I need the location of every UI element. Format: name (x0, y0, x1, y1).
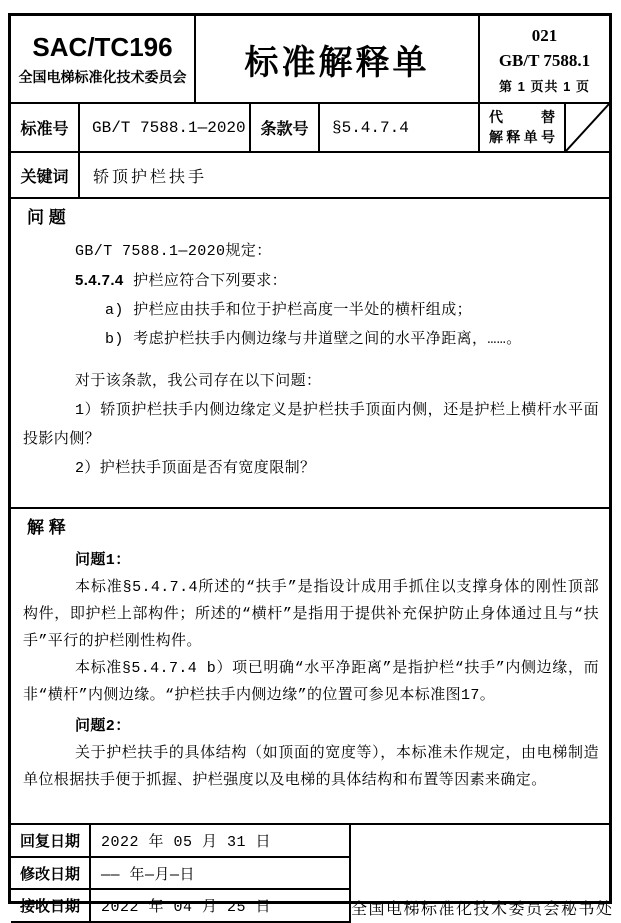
meta-row (11, 104, 609, 153)
page-count: 第 1 页共 1 页 (499, 79, 590, 94)
question-item-a: a) 护栏应由扶手和位于护栏高度一半处的横杆组成； (105, 302, 473, 319)
org-code: SAC/TC196 (32, 31, 173, 62)
interpretation-q2-para1: 关于护栏扶手的具体结构（如顶面的宽度等），本标准未作规定，由电梯制造单位根据扶手便于抓握、护栏强度以及电梯的具体结构和布置等因素来确定。 (23, 745, 599, 789)
clause-number-value: §5.4.7.4 (320, 104, 480, 151)
question-clause-line (23, 266, 599, 296)
interpretation-sheet-table (8, 13, 614, 918)
title-cell (196, 16, 480, 102)
org-name: 全国电梯标准化技术委员会 (18, 68, 187, 85)
question-section (11, 199, 609, 509)
replaced-sheet-label-line2: 解释单号 (489, 129, 555, 145)
footer-table (11, 825, 614, 918)
question-item-1: 1）轿顶护栏扶手内侧边缘定义是护栏扶手顶面内侧，还是护栏上横杆水平面投影内侧？ (23, 402, 599, 448)
revision-date-value: —— 年—月—日 (91, 858, 351, 890)
interpretation-q1-para2: 本标准§5.4.7.4 b）项已明确“水平净距离”是指护栏“扶手”内侧边缘，而非“横杆”内侧边缘。“护栏扶手内侧边缘”的位置可参见本标准图17。 (23, 660, 599, 704)
question-body (23, 237, 599, 483)
interpretation-heading: 解 释 (27, 518, 66, 537)
question-heading: 问 题 (27, 208, 66, 227)
receipt-date-label: 接收日期 (11, 890, 91, 923)
header-row (11, 16, 609, 104)
interpretation-section (11, 509, 609, 825)
question-item-2: 2）护栏扶手顶面是否有宽度限制？ (75, 460, 316, 477)
keyword-value: 轿顶护栏扶手 (93, 168, 208, 186)
question-clause-text: 护栏应符合下列要求： (123, 273, 288, 290)
interpretation-body (23, 547, 599, 794)
replaced-sheet-label (480, 104, 566, 151)
revision-date-label: 修改日期 (11, 858, 91, 890)
question-clause-number: 5.4.7.4 (75, 272, 124, 289)
doc-number: 021 (531, 26, 558, 45)
doc-info-cell (480, 16, 609, 102)
replaced-sheet-empty-cell (566, 104, 609, 151)
receipt-date-value: 2022 年 04 月 25 日 (91, 890, 351, 923)
question-company-intro: 对于该条款，我公司存在以下问题： (75, 373, 322, 390)
interpretation-q1-label: 问题1： (75, 552, 131, 569)
interpretation-q1-para1: 本标准§5.4.7.4所述的“扶手”是指设计成用手抓住以支撑身体的刚性顶部构件，即护栏上部构件；所述的“横杆”是指用于提供补充保护防止身体通过且与“扶手”平行的护栏刚性构件。 (23, 579, 599, 650)
keyword-row (11, 153, 609, 199)
clause-number-label: 条款号 (251, 104, 320, 151)
org-cell (11, 16, 196, 102)
replaced-sheet-label-line1: 代 替 (489, 109, 555, 125)
reply-date-label: 回复日期 (11, 825, 91, 858)
question-intro: GB/T 7588.1—2020规定： (75, 243, 272, 260)
keyword-label: 关键词 (11, 153, 80, 197)
question-item-b: b) 考虑护栏扶手内侧边缘与井道壁之间的水平净距离，……。 (105, 331, 522, 348)
secretariat-signature: 全国电梯标准化技术委员会秘书处 (351, 901, 614, 918)
standard-number-value: GB/T 7588.1—2020 (80, 104, 251, 151)
doc-standard: GB/T 7588.1 (498, 51, 591, 70)
diagonal-slash-icon (566, 104, 609, 151)
sheet-title: 标准解释单 (244, 44, 430, 82)
reply-date-value: 2022 年 05 月 31 日 (91, 825, 351, 858)
standard-number-label: 标准号 (11, 104, 80, 151)
interpretation-q2-label: 问题2： (75, 718, 131, 735)
